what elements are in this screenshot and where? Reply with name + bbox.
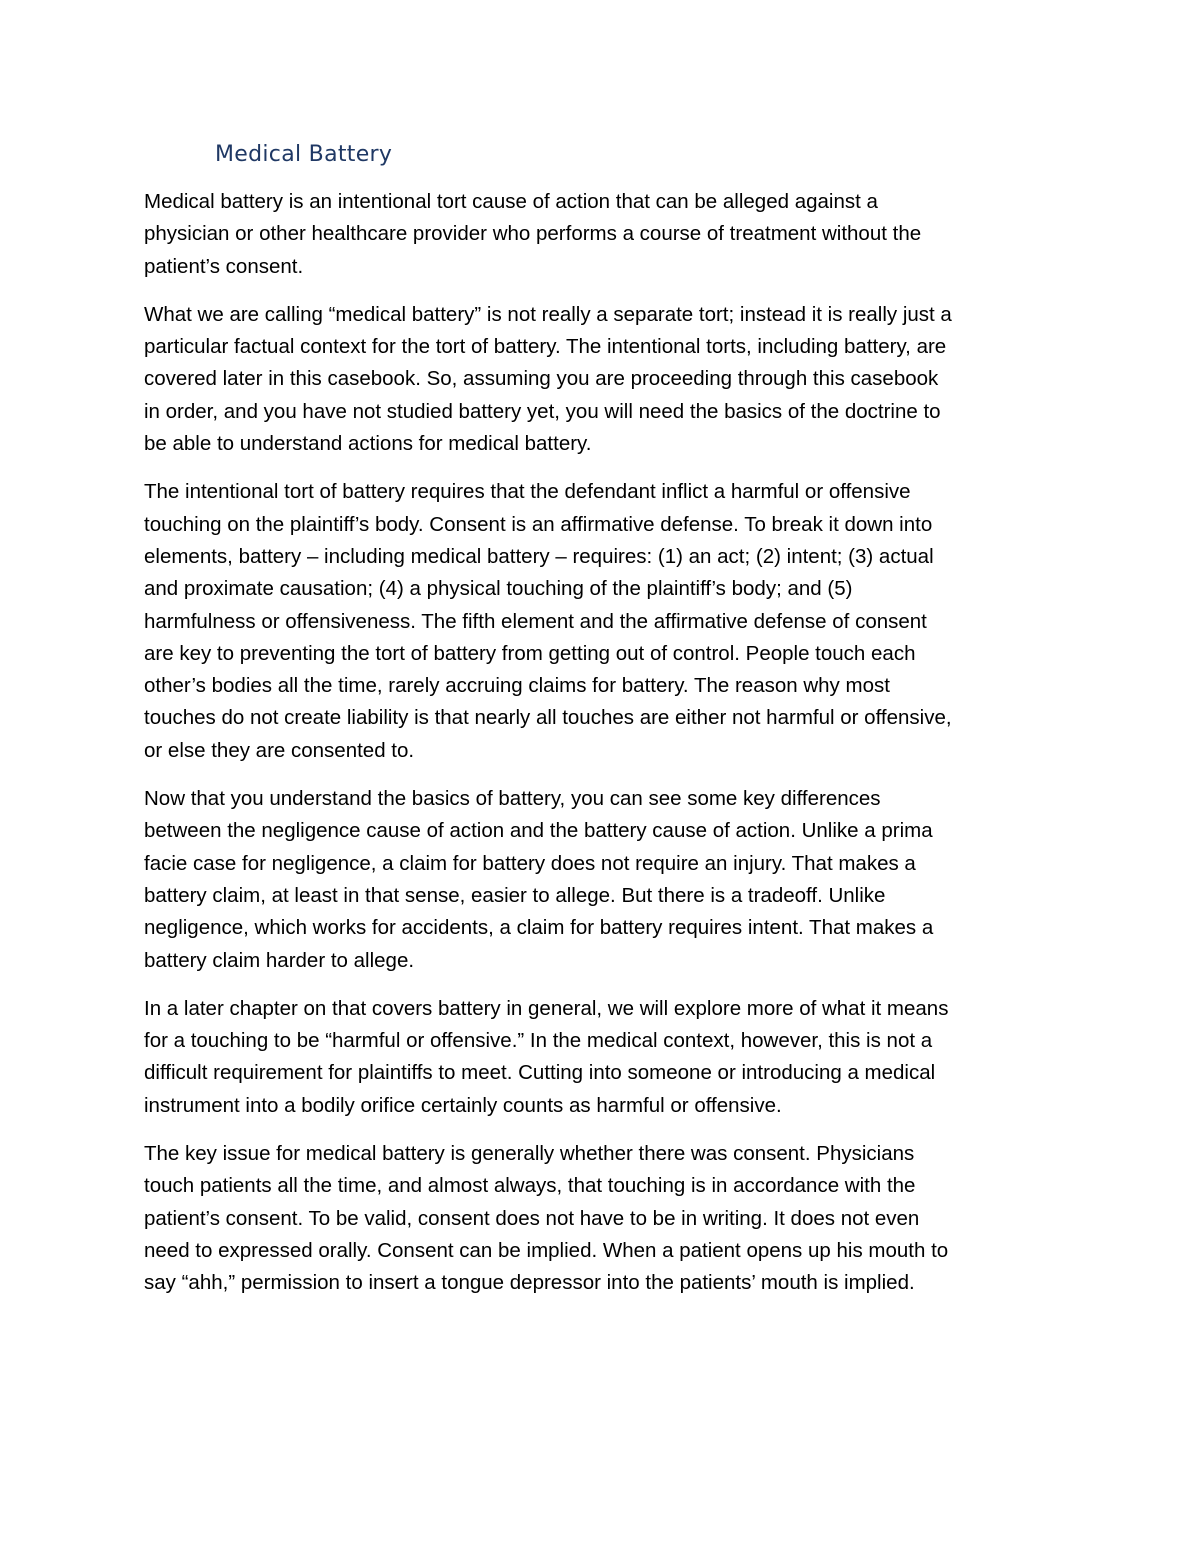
paragraph-5: In a later chapter on that covers battery in general, we will explore more of what it means for a touching to be “harmful or offensive.” In the medical context, however, this is not a difficult requirement for plaintiffs to meet. Cutting into someone or introducing a medical instrument into a bodily orifice certainly counts as harmful or offensive. — [144, 996, 949, 1117]
document-body — [144, 186, 959, 1316]
paragraph-4: Now that you understand the basics of battery, you can see some key differences between the negligence cause of action and the battery cause of action. Unlike a prima facie case for negligence, a claim for battery does not require an injury. That makes a battery claim, at least in that sense, easier to allege. But there is a tradeoff. Unlike negligence, which works for accidents, a claim for battery requires intent. That makes a battery claim harder to allege. — [144, 787, 934, 972]
paragraph-3: The intentional tort of battery requires that the defendant inflict a harmful or offensive touching on the plaintiff’s body. Consent is an affirmative defense. To break it down into elements, battery – including medical battery – requires: (1) an act; (2) intent; (3) actual and proximate causation; (4) a physical touching of the plaintiff’s body; and (5) harmfulness or offensiveness. The fifth element and the affirmative defense of consent are key to preventing the tort of battery from getting out of control. People touch each other’s bodies all the time, rarely accruing claims for battery. The reason why most touches do not create liability is that nearly all touches are either not harmful or offensive, or else they are consented to. — [144, 480, 952, 762]
paragraph-1: Medical battery is an intentional tort cause of action that can be alleged against a physician or other healthcare provider who performs a course of treatment without the patient’s consent. — [144, 190, 922, 278]
paragraph-6: The key issue for medical battery is generally whether there was consent. Physicians touch patients all the time, and almost always, that touching is in accordance with the patient’s consent. To be valid, consent does not have to be in writing. It does not even need to expressed orally. Consent can be implied. When a patient opens up his mouth to say “ahh,” permission to insert a tongue depressor into the patients’ mouth is implied. — [144, 1142, 949, 1295]
page-title: Medical Battery — [215, 142, 393, 167]
paragraph-2: What we are calling “medical battery” is not really a separate tort; instead it is really just a particular factual context for the tort of battery. The intentional torts, including battery, are covered later in this casebook. So, assuming you are proceeding through this casebook in order, and you have not studied battery yet, you will need the basics of the doctrine to be able to understand actions for medical battery. — [144, 302, 952, 456]
